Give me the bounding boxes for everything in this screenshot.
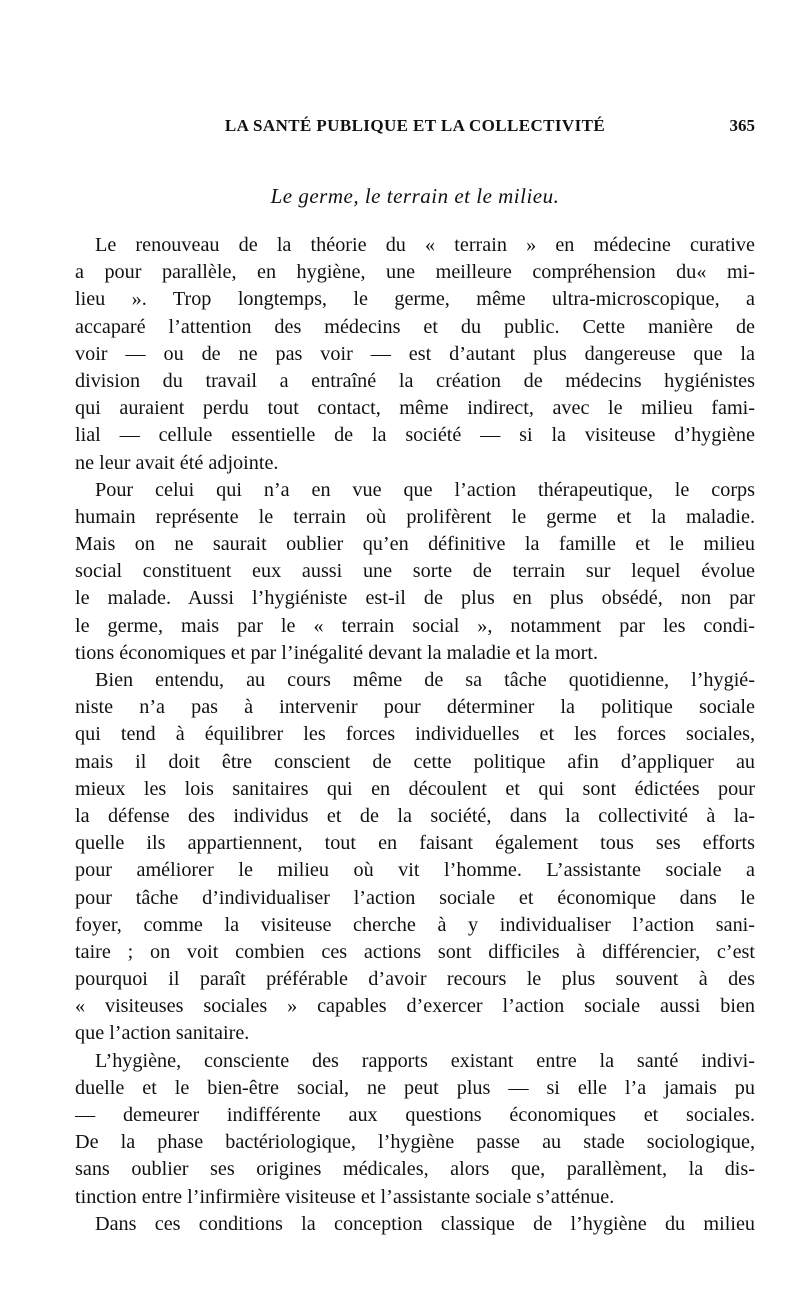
text-line: foyer, comme la visiteuse cherche à y individualiser l’action sani- [75, 913, 755, 936]
text-line: niste n’a pas à intervenir pour déterminer la politique sociale [75, 696, 755, 719]
text-line: tinction entre l’infirmière visiteuse et l’assistante sociale s’atténue. [75, 1185, 615, 1208]
text-line: De la phase bactériologique, l’hygiène passe au stade sociologique, [75, 1131, 755, 1154]
text-line: qui tend à équilibrer les forces individuelles et les forces sociales, [75, 723, 755, 746]
page-number: 365 [729, 116, 755, 135]
text-line: social constituent eux aussi une sorte de terrain sur lequel évolue [75, 560, 755, 583]
body-text [75, 232, 755, 1238]
text-line: accaparé l’attention des médecins et du public. Cette manière de [75, 315, 755, 338]
text-line: lieu ». Trop longtemps, le germe, même ultra-microscopique, a [75, 288, 755, 311]
text-line: voir — ou de ne pas voir — est d’autant plus dangereuse que la [75, 342, 755, 365]
text-line: humain représente le terrain où prolifèrent le germe et la maladie. [75, 505, 755, 528]
text-line: — demeurer indifférente aux questions économiques et sociales. [75, 1104, 755, 1126]
text-line: pour tâche d’individualiser l’action sociale et économique dans le [75, 886, 755, 909]
text-line: ne leur avait été adjointe. [75, 451, 279, 474]
text-line: la défense des individus et de la société, dans la collectivité à la- [75, 804, 755, 827]
text-line: qui auraient perdu tout contact, même indirect, avec le milieu fami- [75, 397, 755, 420]
section-title: Le germe, le terrain et le milieu. [270, 184, 560, 208]
text-line: « visiteuses sociales » capables d’exercer l’action sociale aussi bien [75, 995, 755, 1018]
text-line: pourquoi il paraît préférable d’avoir recours le plus souvent à des [75, 968, 755, 991]
text-line: que l’action sanitaire. [75, 1022, 250, 1045]
text-line: mieux les lois sanitaires qui en découlent et qui sont édictées pour [75, 777, 755, 800]
running-header [75, 116, 755, 144]
text-line: sans oublier ses origines médicales, alors que, parallèment, la dis- [75, 1158, 755, 1181]
text-line: L’hygiène, consciente des rapports existant entre la santé indivi- [95, 1049, 755, 1072]
text-line: a pour parallèle, en hygiène, une meilleure compréhension du« mi- [75, 261, 755, 284]
text-line: duelle et le bien-être social, ne peut plus — si elle l’a jamais pu [75, 1076, 755, 1099]
text-line: lial — cellule essentielle de la société — si la visiteuse d’hygiène [75, 424, 755, 447]
text-line: tions économiques et par l’inégalité devant la maladie et la mort. [75, 641, 599, 664]
text-line: Pour celui qui n’a en vue que l’action thérapeutique, le corps [95, 478, 755, 501]
text-line: mais il doit être conscient de cette politique afin d’appliquer au [75, 750, 755, 773]
text-line: Mais on ne saurait oublier qu’en définitive la famille et le milieu [75, 533, 755, 556]
text-line: le germe, mais par le « terrain social », notamment par les condi- [75, 614, 755, 637]
running-title: LA SANTÉ PUBLIQUE ET LA COLLECTIVITÉ [224, 116, 606, 135]
text-line: division du travail a entraîné la création de médecins hygiénistes [75, 369, 755, 392]
text-line: le malade. Aussi l’hygiéniste est-il de plus en plus obsédé, non par [75, 587, 755, 610]
text-line: taire ; on voit combien ces actions sont difficiles à différencier, c’est [75, 940, 755, 963]
text-line: pour améliorer le milieu où vit l’homme. L’assistante sociale a [75, 859, 755, 882]
text-line: Bien entendu, au cours même de sa tâche quotidienne, l’hygié- [95, 669, 755, 691]
text-line: Le renouveau de la théorie du « terrain » en médecine curative [95, 234, 755, 256]
text-line: quelle ils appartiennent, tout en faisant également tous ses efforts [75, 832, 755, 855]
text-line: Dans ces conditions la conception classique de l’hygiène du milieu [95, 1212, 755, 1235]
